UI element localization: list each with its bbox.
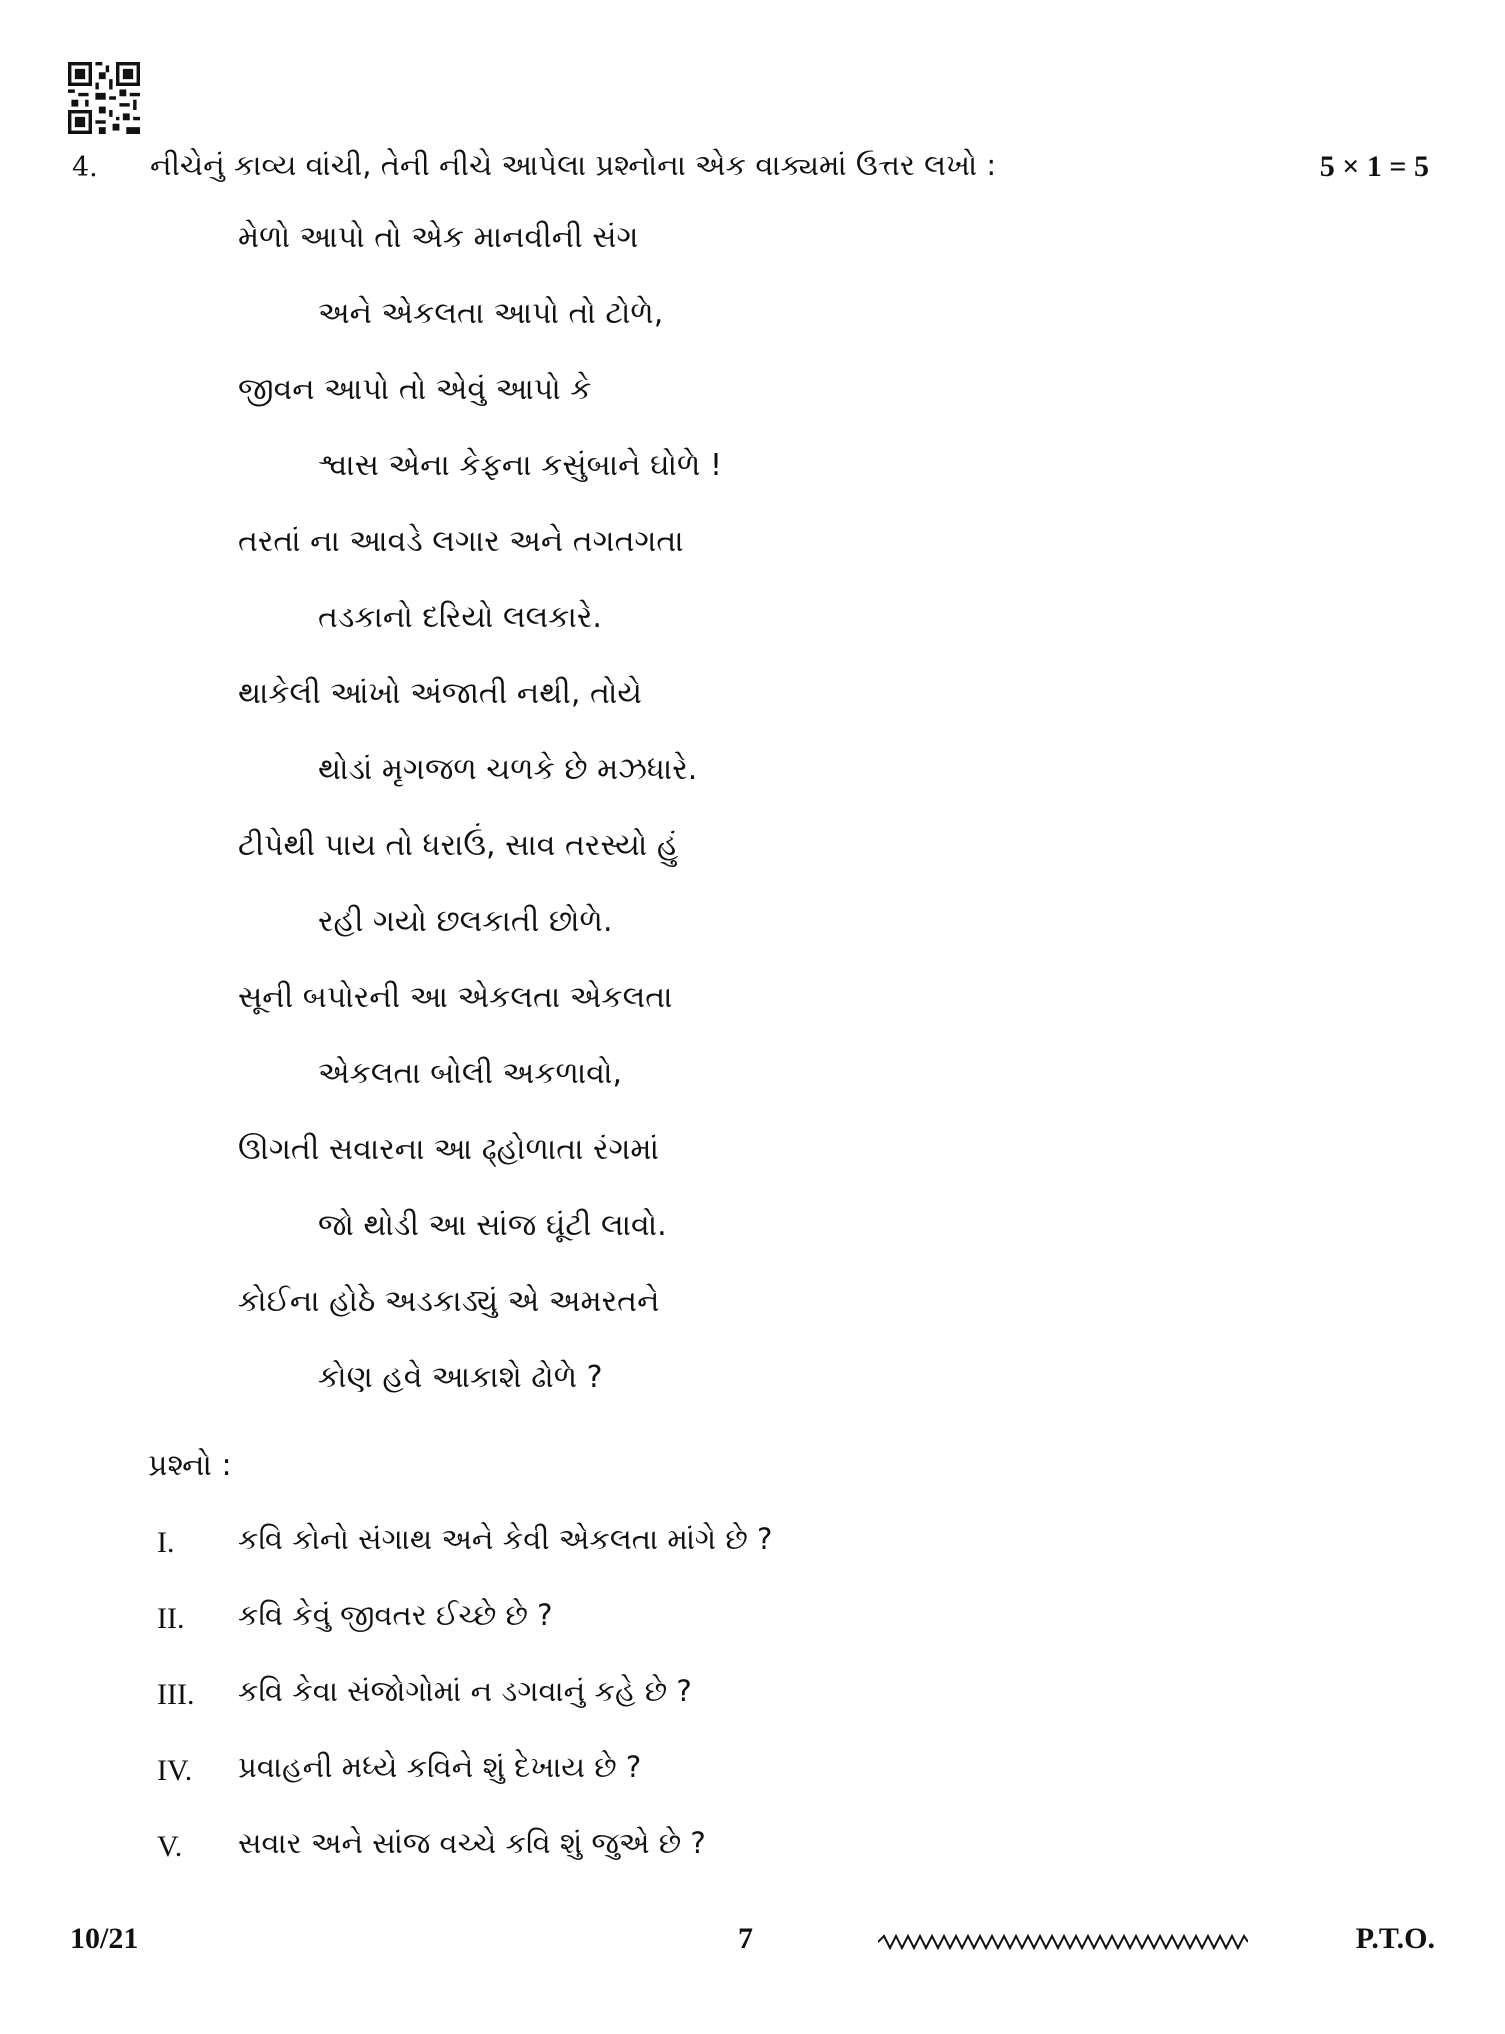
poem-line: કોઈના હોઠે અડકાડ્યું એ અમરતને (238, 1284, 660, 1319)
question-number: 4. (72, 152, 98, 183)
poem-line: થોડાં મૃગજળ ચળકે છે મઝધારે. (318, 752, 698, 787)
question-marks: 5 × 1 = 5 (1319, 150, 1429, 183)
list-item (0, 1750, 1505, 1796)
poem-line: એકલતા બોલી અકળાવો, (318, 1056, 622, 1091)
qr-code-icon (68, 62, 140, 134)
question-roman-number: III. (157, 1678, 195, 1711)
list-item (0, 1598, 1505, 1644)
question-roman-number: V. (157, 1830, 183, 1863)
poem-line: જો થોડી આ સાંજ ઘૂંટી લાવો. (318, 1208, 667, 1243)
poem-line: સૂની બપોરની આ એકલતા એકલતા (238, 980, 673, 1015)
poem-line: રહી ગયો છલકાતી છોળે. (318, 904, 613, 939)
question-text: કવિ કોનો સંગાથ અને કેવી એકલતા માંગે છે ? (238, 1522, 773, 1556)
poem-line: અને એકલતા આપો તો ટોળે, (318, 296, 664, 331)
question-header (0, 148, 1505, 198)
question-text: કવિ કેવું જીવતર ઈચ્છે છે ? (238, 1598, 553, 1632)
question-text: કવિ કેવા સંજોગોમાં ન ડગવાનું કહે છે ? (238, 1674, 692, 1708)
page-number: 7 (738, 1922, 753, 1955)
list-item (0, 1826, 1505, 1872)
poem-line: શ્વાસ એના કેફના કસુંબાને ઘોળે ! (318, 448, 723, 483)
poem-line: તડકાનો દરિયો લલકારે. (318, 600, 602, 635)
poem-line: તરતાં ના આવડે લગાર અને તગતગતા (238, 524, 684, 559)
question-text: સવાર અને સાંજ વચ્ચે કવિ શું જુએ છે ? (238, 1826, 706, 1860)
poem-line: ઊગતી સવારના આ ઢ્હોળાતા રંગમાં (238, 1132, 659, 1167)
question-instruction: નીચેનું કાવ્ય વાંચી, તેની નીચે આપેલા પ્રશ્નોના એક વાક્યમાં ઉત્તર લખો : (150, 148, 997, 182)
list-item (0, 1674, 1505, 1720)
question-roman-number: II. (157, 1602, 185, 1635)
question-roman-number: I. (157, 1526, 175, 1559)
poem-line: મેળો આપો તો એક માનવીની સંગ (238, 220, 639, 255)
please-turn-over: P.T.O. (1355, 1922, 1435, 1955)
poem-line: ટીપેથી પાય તો ધરાઉં, સાવ તરસ્યો હું (238, 828, 679, 863)
wavy-line-icon (878, 1932, 1248, 1952)
questions-heading: પ્રશ્નો : (148, 1448, 232, 1483)
poem-line: થાકેલી આંખો અંજાતી નથી, તોયે (238, 676, 642, 711)
question-roman-number: IV. (157, 1754, 193, 1787)
poem-line: જીવન આપો તો એવું આપો કે (238, 372, 592, 407)
paper-code: 10/21 (70, 1922, 139, 1955)
question-text: પ્રવાહની મધ્યે કવિને શું દેખાય છે ? (238, 1750, 642, 1784)
poem-line: કોણ હવે આકાશે ઢોળે ? (318, 1360, 603, 1395)
list-item (0, 1522, 1505, 1568)
page-footer (0, 1922, 1505, 1972)
